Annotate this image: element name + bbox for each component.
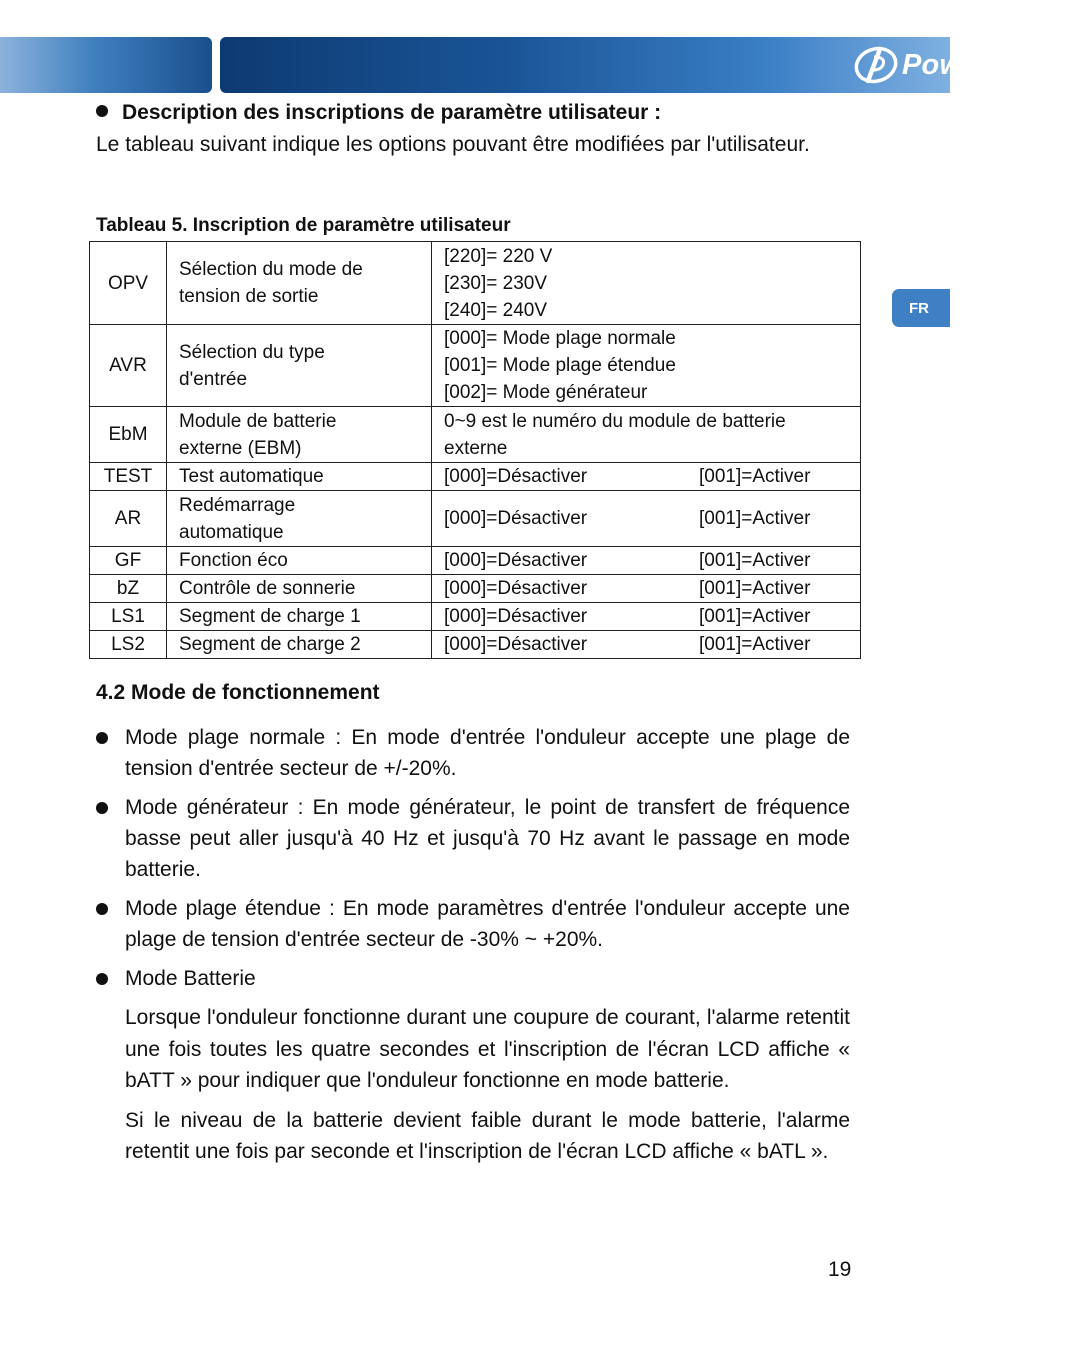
param-value-line: [240]= 240V <box>444 299 548 321</box>
intro-paragraph: Le tableau suivant indique les options pouvant être modifiées par l'utilisateur. <box>96 133 810 156</box>
param-description-line: Segment de charge 2 <box>179 634 361 655</box>
bullet-text: Mode plage étendue : En mode paramètres d'entrée l'onduleur accepte une plage de tension d'entrée secteur de -30% ~ +20%. <box>125 897 850 951</box>
option-enable: [001]=Activer <box>699 578 811 599</box>
param-code: AR <box>90 491 167 547</box>
option-disable: [000]=Désactiver <box>444 466 588 487</box>
bullet-item <box>96 722 850 784</box>
param-description-line: d'entrée <box>179 368 248 390</box>
param-description-line: externe (EBM) <box>179 437 302 459</box>
table-row <box>90 242 861 325</box>
param-description-line: Segment de charge 1 <box>179 606 361 627</box>
param-values <box>432 631 861 659</box>
param-values <box>432 603 861 631</box>
param-code: OPV <box>90 242 167 325</box>
bullet-item <box>96 893 850 955</box>
param-description-line: Redémarrage <box>179 494 296 516</box>
table-row <box>90 325 861 407</box>
option-disable: [000]=Désactiver <box>444 578 588 599</box>
param-description <box>167 407 432 463</box>
param-description-line: automatique <box>179 521 284 543</box>
header-band-right <box>220 37 1086 93</box>
param-description-line: tension de sortie <box>179 286 319 307</box>
param-values <box>432 491 861 547</box>
param-description <box>167 631 432 659</box>
param-description-line: Test automatique <box>179 466 324 487</box>
parameter-table <box>89 241 861 659</box>
section-heading-text: Description des inscriptions de paramètre utilisateur : <box>122 101 662 124</box>
bullet-text: Mode Batterie <box>125 967 256 990</box>
bullet-icon <box>96 732 108 744</box>
section-heading <box>96 101 661 125</box>
param-description-line: Sélection du mode de <box>179 259 363 280</box>
brand-logo <box>852 45 1086 85</box>
language-tab[interactable]: FR <box>892 289 950 327</box>
param-value-line: [002]= Mode générateur <box>444 382 648 403</box>
table-row <box>90 407 861 463</box>
option-enable: [001]=Activer <box>699 508 811 529</box>
param-description <box>167 603 432 631</box>
param-description-line: Fonction éco <box>179 550 288 571</box>
bullet-text: Mode générateur : En mode générateur, le point de transfert de fréquence basse peut aller jusqu'à 40 Hz et jusqu'à 70 Hz avant le passage en mode batterie. <box>125 796 850 881</box>
param-description-line: Module de batterie <box>179 410 337 432</box>
table-row <box>90 603 861 631</box>
param-values <box>432 575 861 603</box>
param-value-line: [220]= 220 V <box>444 245 553 267</box>
option-disable: [000]=Désactiver <box>444 606 588 627</box>
option-enable: [001]=Activer <box>699 634 811 655</box>
table-row <box>90 463 861 491</box>
brand-name: PowerWalker <box>902 48 1086 81</box>
option-disable: [000]=Désactiver <box>444 634 588 655</box>
power-logo-icon <box>852 45 900 85</box>
param-values <box>432 547 861 575</box>
param-code: LS2 <box>90 631 167 659</box>
bullet-item <box>96 792 850 885</box>
param-description-line: Contrôle de sonnerie <box>179 578 356 599</box>
param-description-line: Sélection du type <box>179 341 325 363</box>
page-number: 19 <box>828 1258 852 1281</box>
option-disable: [000]=Désactiver <box>444 508 588 529</box>
param-values <box>432 325 861 407</box>
bullet-icon <box>96 903 108 915</box>
param-description <box>167 463 432 491</box>
param-code: GF <box>90 547 167 575</box>
param-value-line: [001]= Mode plage étendue <box>444 355 676 376</box>
option-enable: [001]=Activer <box>699 466 811 487</box>
param-values <box>432 463 861 491</box>
header-band-left <box>0 37 212 93</box>
param-value-line: externe <box>444 437 508 459</box>
bullet-icon <box>96 105 108 117</box>
operation-modes <box>96 722 850 1176</box>
param-description <box>167 575 432 603</box>
battery-paragraph: Lorsque l'onduleur fonctionne durant une coupure de courant, l'alarme retentit une fois toutes les quatre secondes et l'inscription de l'écran LCD affiche « bATT » pour indiquer que l'onduleur fonctionne en mode batterie. <box>125 1006 850 1092</box>
option-enable: [001]=Activer <box>699 606 811 627</box>
param-description <box>167 325 432 407</box>
table-row <box>90 575 861 603</box>
param-description <box>167 547 432 575</box>
bullet-item <box>96 963 850 994</box>
table-title: Tableau 5. Inscription de paramètre utilisateur <box>96 215 511 236</box>
param-description <box>167 242 432 325</box>
table-row <box>90 491 861 547</box>
param-value-line: [230]= 230V <box>444 272 548 294</box>
battery-paragraph: Si le niveau de la batterie devient faible durant le mode batterie, l'alarme retentit une fois par seconde et l'inscription de l'écran LCD affiche « bATL ». <box>125 1108 850 1163</box>
header-band <box>0 37 1086 93</box>
bullet-icon <box>96 802 108 814</box>
param-description <box>167 491 432 547</box>
param-code: bZ <box>90 575 167 603</box>
param-value-line: 0~9 est le numéro du module de batterie <box>444 410 786 432</box>
param-values <box>432 407 861 463</box>
param-code: AVR <box>90 325 167 407</box>
section-title: 4.2 Mode de fonctionnement <box>96 681 380 704</box>
option-disable: [000]=Désactiver <box>444 550 588 571</box>
table-row <box>90 547 861 575</box>
option-enable: [001]=Activer <box>699 550 811 571</box>
table-row <box>90 631 861 659</box>
bullet-text: Mode plage normale : En mode d'entrée l'onduleur accepte une plage de tension d'entrée secteur de +/-20%. <box>125 726 850 780</box>
param-code: LS1 <box>90 603 167 631</box>
param-values <box>432 242 861 325</box>
param-code: EbM <box>90 407 167 463</box>
bullet-icon <box>96 973 108 985</box>
param-value-line: [000]= Mode plage normale <box>444 328 676 349</box>
param-code: TEST <box>90 463 167 491</box>
